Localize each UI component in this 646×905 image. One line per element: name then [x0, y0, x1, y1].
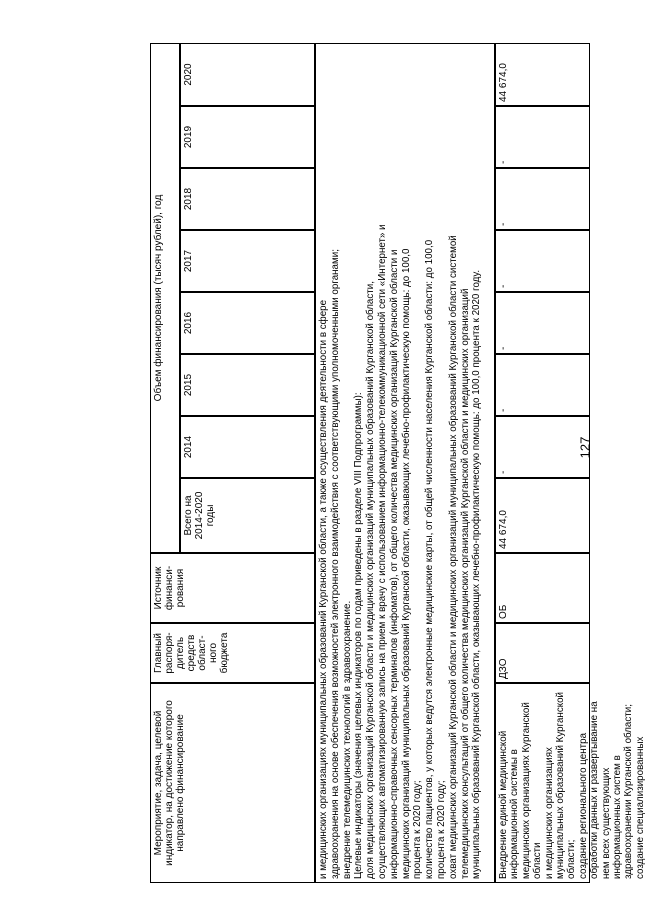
description-line: муниципальных образований Курганской области, оказывающих лечебно-профилактическую помощь: до 100,0 процента к 2020 году.: [471, 269, 483, 879]
header-year: 2019: [180, 106, 315, 168]
row-source: ОБ: [495, 553, 590, 623]
description-line: медицинских организаций муниципальных образований Курганской области, оказывающих лечебно-профилактическую помощь: до 100,0: [400, 248, 412, 879]
header-source: Источник финанси-рования: [150, 553, 315, 623]
description-line: Целевые индикаторы (значения целевых индикаторов по годам приведены в разделе VIII Подпрограммы):: [353, 392, 365, 879]
description-line: доля медицинских организаций Курганской области и медицинских организаций муниципальных образований Курганской области,: [365, 281, 377, 879]
row-year-value: -: [495, 416, 590, 478]
description-line: информационно-справочных сенсорных терминалов (инфоматов), от общего количества медицинских организаций Курганской области и: [388, 249, 400, 879]
row-year-value: 44 674,0: [495, 43, 590, 106]
row-event: [495, 683, 646, 883]
row-event-line: медицинских организациях Курганской: [520, 702, 532, 879]
row-event-line: обработки данных и развертывание на: [589, 701, 601, 879]
funding-table: [150, 43, 646, 883]
row-event-line: и медицинских организациях: [543, 747, 555, 879]
description-line: осуществляющих автоматизированную запись на прием к врачу с использованием информационно-телекоммуникационной сети «Интернет» и: [376, 224, 388, 879]
row-year-value: -: [495, 230, 590, 292]
header-funding-title: Объем финансирования (тысяч рублей), год: [150, 43, 180, 553]
description-line: здравоохранения на основе обеспечения возможностей электронного взаимодействия с соответствующими уполномоченными органами;: [329, 249, 341, 879]
description-block: [315, 43, 495, 883]
header-year: 2018: [180, 168, 315, 230]
row-year-value: -: [495, 354, 590, 416]
header-total: Всего на 2014-2020 годы: [180, 478, 315, 553]
description-line: охват медицинских организаций Курганской области и медицинских организаций муниципальных образований Курганской области системой: [447, 235, 459, 879]
row-event-line: нем всех существующих: [600, 767, 612, 879]
row-event-line: здравоохранении Курганской области;: [623, 704, 635, 879]
row-event-line: муниципальных образований Курганской: [555, 691, 567, 879]
header-event: Мероприятие, задача, целевой индикатор, на достижение которого направлено финансирование: [150, 683, 315, 883]
row-event-line: Внедрение единой медицинской: [498, 730, 509, 879]
description-line: количество пациентов, у которых ведутся электронные медицинские карты, от общей численности населения Курганской области: до 100,0: [424, 239, 436, 879]
header-year: 2014: [180, 416, 315, 478]
row-year-value: -: [495, 106, 590, 168]
header-year: 2015: [180, 354, 315, 416]
header-year: 2020: [180, 43, 315, 106]
row-event-line: создание регионального центра: [577, 732, 589, 879]
row-event-line: информационных систем в: [612, 755, 624, 879]
row-distributor: ДЗО: [495, 623, 590, 683]
row-event-line: информационной системы в: [509, 749, 521, 879]
row-event-line: области: [532, 842, 544, 879]
header-year: 2016: [180, 292, 315, 354]
row-year-value: -: [495, 168, 590, 230]
page-number: 127: [577, 436, 593, 459]
header-year: 2017: [180, 230, 315, 292]
description-line: и медицинских организациях муниципальных образований Курганской области, а также осуществления деятельности в сфере: [318, 299, 329, 879]
description-line: внедрение телемедицинских технологий в здравоохранение.: [341, 600, 353, 879]
row-total: 44 674,0: [495, 478, 590, 553]
description-line: процента к 2020 году;: [412, 780, 424, 879]
row-year-value: -: [495, 292, 590, 354]
row-event-line: создание специализированных: [634, 736, 646, 879]
description-line: телемедицинских консультаций от общего количества медицинских организаций Курганской области и медицинских организаций: [459, 288, 471, 879]
header-distributor: Главный распоря-дитель средств област-ного бюджета: [150, 623, 315, 683]
description-line: процента к 2020 году;: [435, 780, 447, 879]
row-event-line: области;: [566, 839, 578, 879]
